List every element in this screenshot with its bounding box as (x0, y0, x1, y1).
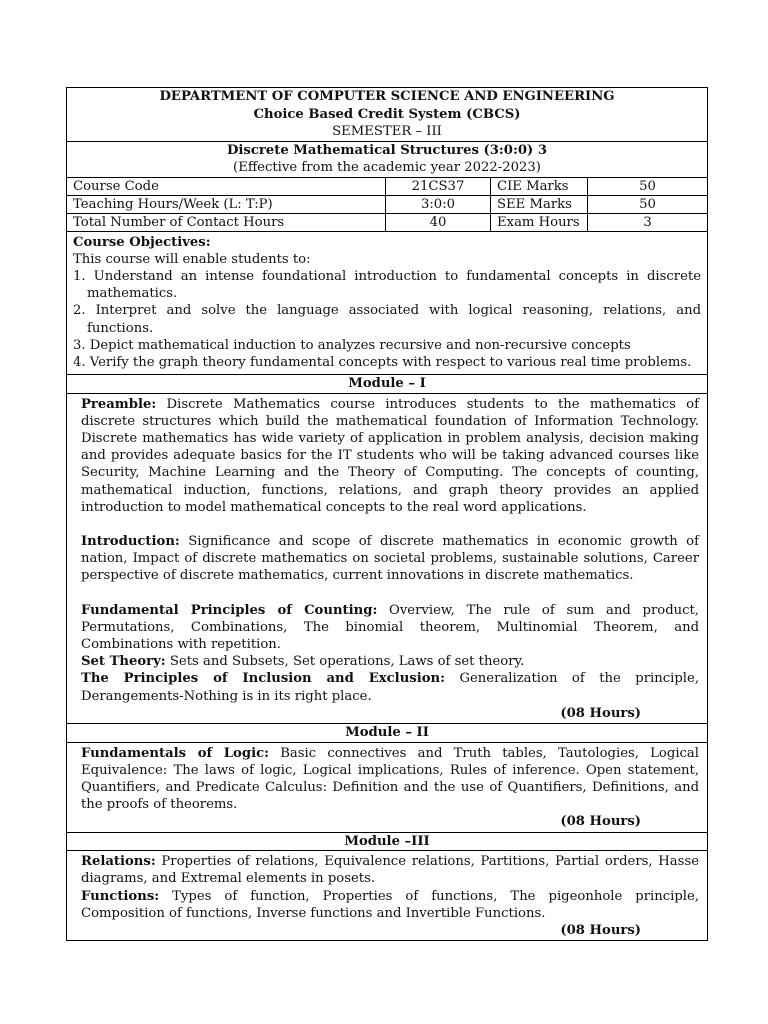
course-title-block (67, 141, 708, 177)
introduction-text: Significance and scope of discrete mathematics in economic growth of nation, Impact of discrete mathematics on societal problems, sustainable solutions, Career perspective of discrete mathematics, current innovations in discrete mathematics. (81, 534, 700, 584)
relations-label: Relations: (81, 854, 156, 870)
contact-hours-value: 40 (386, 213, 491, 231)
counting-text: Overview, The rule of sum and product, Permutations, Combinations, The binomial theorem, Multinomial Theorem, and Combinations with repetition. (81, 602, 700, 653)
teaching-hours-value: 3:0:0 (386, 195, 491, 213)
objective-item: 4. Verify the graph theory fundamental concepts with respect to various real time problems. (73, 354, 692, 370)
module-3-title: Module –III (67, 832, 708, 851)
logic-label: Fundamentals of Logic: (81, 745, 269, 761)
header-block (67, 88, 708, 142)
see-marks-value: 50 (588, 195, 708, 213)
module-2-content (67, 742, 708, 832)
set-theory-text: Sets and Subsets, Set operations, Laws of set theory. (165, 654, 525, 670)
info-row-course-code (67, 177, 708, 195)
module-1-content (67, 393, 708, 723)
module-3-hours: (08 Hours) (560, 922, 642, 938)
objective-item: 1. Understand an intense foundational introduction to fundamental concepts in discrete mathematics. (73, 268, 702, 302)
course-objectives (67, 231, 708, 375)
effective-year: (Effective from the academic year 2022-2023) (233, 160, 541, 175)
objective-item: 2. Interpret and solve the language associated with logical reasoning, relations, and functions. (73, 303, 702, 336)
course-code-value: 21CS37 (386, 177, 491, 195)
cie-marks-value: 50 (588, 177, 708, 195)
inclusion-exclusion-text: Generalization of the principle, Derangements-Nothing is in its right place. (81, 671, 700, 704)
course-title: Discrete Mathematical Structures (3:0:0) 3 (226, 142, 548, 158)
exam-hours-label: Exam Hours (491, 213, 588, 231)
info-row-contact-hours (67, 213, 708, 231)
department-title: DEPARTMENT OF COMPUTER SCIENCE AND ENGINEERING (159, 89, 615, 104)
counting-label: Fundamental Principles of Counting: (81, 602, 378, 618)
set-theory-label: Set Theory: (81, 654, 166, 670)
relations-text: Properties of relations, Equivalence relations, Partitions, Partial orders, Hasse diagrams, and Extremal elements in posets. (81, 854, 700, 887)
functions-label: Functions: (81, 888, 160, 904)
syllabus-page (66, 87, 707, 941)
syllabus-table (66, 87, 708, 941)
info-row-teaching-hours (67, 195, 708, 213)
logic-text: Basic connectives and Truth tables, Tautologies, Logical Equivalence: The laws of logic, Logical implications, Rules of inference. Open statement, Quantifiers, and Predicate Calculus: Definition and the use of Quantifiers, Definitions, and the proofs of theorems. (81, 745, 700, 813)
cbcs-title: Choice Based Credit System (CBCS) (253, 106, 521, 122)
module-3-content (67, 851, 708, 941)
preamble-text: Discrete Mathematics course introduces students to the mathematics of discrete structures which build the mathematical foundation of Information Technology. Discrete mathematics has wide variety of application in problem analysis, decision making and provides adequate basics for the IT students who will be taking advanced courses like Security, Machine Learning and the Theory of Computing. The concepts of counting, mathematical induction, functions, relations, and graph theory provides an applied introduction to model mathematical concepts to the real word applications. (81, 396, 700, 515)
exam-hours-value: 3 (588, 213, 708, 231)
module-2-title: Module – II (67, 724, 708, 743)
objectives-intro: This course will enable students to: (73, 251, 311, 267)
module-1-title: Module – I (67, 375, 708, 394)
objectives-title: Course Objectives: (73, 234, 211, 250)
preamble-label: Preamble: (81, 396, 157, 412)
module-1-hours: (08 Hours) (560, 705, 642, 721)
semester-label: SEMESTER – III (332, 124, 442, 139)
module-2-hours: (08 Hours) (560, 814, 642, 830)
introduction-label: Introduction: (81, 534, 180, 550)
course-code-label: Course Code (67, 177, 386, 195)
teaching-hours-label: Teaching Hours/Week (L: T:P) (67, 195, 386, 213)
see-marks-label: SEE Marks (491, 195, 588, 213)
contact-hours-label: Total Number of Contact Hours (67, 213, 386, 231)
objective-item: 3. Depict mathematical induction to analyzes recursive and non-recursive concepts (73, 337, 631, 353)
inclusion-exclusion-label: The Principles of Inclusion and Exclusion: (81, 671, 445, 687)
functions-text: Types of function, Properties of functions, The pigeonhole principle, Composition of functions, Inverse functions and Invertible Functions. (81, 888, 700, 921)
cie-marks-label: CIE Marks (491, 177, 588, 195)
